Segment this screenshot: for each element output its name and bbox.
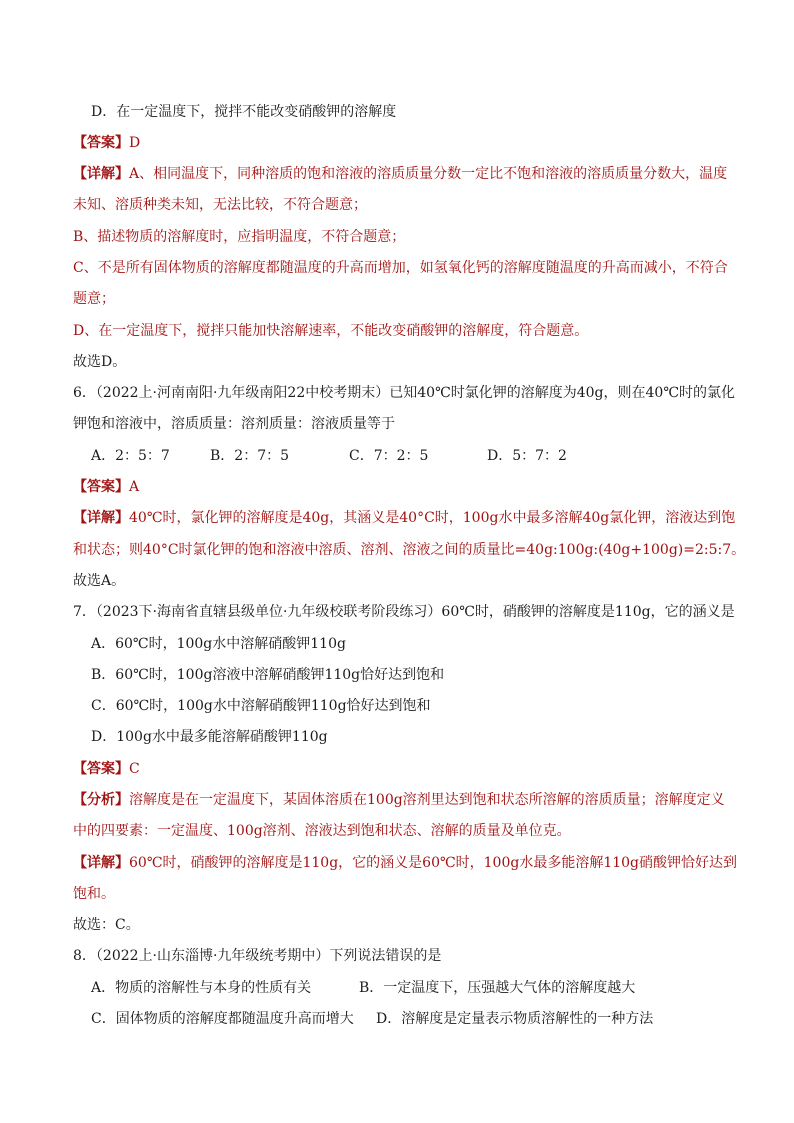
q8-option-b: B．一定温度下，压强越大气体的溶解度越大	[359, 980, 636, 996]
q8-option-a: A．物质的溶解性与本身的性质有关	[91, 980, 312, 996]
q6-option-d: D．5：7：2	[487, 448, 567, 464]
answer-label: 【答案】	[73, 479, 129, 495]
q7-detail-line: 饱和。	[73, 886, 115, 902]
q7-stem: 7．（2023下·海南省直辖县级单位·九年级校联考阶段练习）60℃时，硝酸钾的溶解度是110g，它的涵义是	[73, 604, 735, 620]
q7-option-a: A．60℃时，100g水中溶解硝酸钾110g	[91, 636, 346, 652]
q5-detail-line: C、不是所有固体物质的溶解度都随温度的升高而增加，如氢氧化钙的溶解度随温度的升高而减小，不符合	[73, 260, 728, 276]
q7-option-c: C．60℃时，100g水中溶解硝酸钾110g恰好达到饱和	[91, 698, 431, 714]
q7-conclusion: 故选：C。	[73, 917, 140, 933]
answer-value: C	[129, 761, 140, 777]
answer-value: A	[129, 479, 140, 495]
detail-label: 【详解】	[73, 855, 129, 871]
q6-conclusion: 故选A。	[73, 573, 126, 589]
q5-detail-line: B、描述物质的溶解度时，应指明温度，不符合题意；	[73, 229, 406, 245]
q5-answer	[73, 133, 140, 153]
q7-detail-line: 【详解】60℃时，硝酸钾的溶解度是110g，它的涵义是60℃时，100g水最多能溶解110g硝酸钾恰好达到	[73, 855, 738, 871]
q5-detail-line: 题意；	[73, 291, 115, 307]
q6-option-b: B．2：7：5	[210, 448, 290, 464]
detail-label: 【详解】	[73, 166, 129, 182]
q6-detail-line: 和状态；则40°C时氯化钾的饱和溶液中溶质、溶剂、溶液之间的质量比=40g:100g:(40g+100g)=2:5:7。	[73, 542, 746, 558]
q7-answer	[73, 759, 140, 779]
q6-option-a: A．2：5：7	[91, 448, 170, 464]
q6-option-c: C．7：2：5	[349, 448, 429, 464]
q8-option-c: C．固体物质的溶解度都随温度升高而增大	[91, 1011, 354, 1027]
q5-option-d: D．在一定温度下，搅拌不能改变硝酸钾的溶解度	[91, 104, 397, 120]
q8-stem: 8．（2022上·山东淄博·九年级统考期中）下列说法错误的是	[73, 948, 442, 964]
detail-label: 【详解】	[73, 510, 129, 526]
q7-option-b: B．60℃时，100g溶液中溶解硝酸钾110g恰好达到饱和	[91, 667, 445, 683]
q6-stem: 6．（2022上·河南南阳·九年级南阳22中校考期末）已知40℃时氯化钾的溶解度为40g，则在40℃时的氯化	[73, 385, 735, 401]
answer-value: D	[129, 135, 141, 151]
q5-detail-line: D、在一定温度下，搅拌只能加快溶解速率，不能改变硝酸钾的溶解度，符合题意。	[73, 323, 589, 339]
q5-conclusion: 故选D。	[73, 354, 127, 370]
analysis-label: 【分析】	[73, 792, 129, 808]
q5-detail-line: 未知、溶质种类未知，无法比较，不符合题意；	[73, 197, 367, 213]
q6-answer	[73, 477, 139, 497]
q8-option-d: D．溶解度是定量表示物质溶解性的一种方法	[376, 1011, 654, 1027]
q7-analysis-line: 中的四要素：一定温度、100g溶剂、溶液达到饱和状态、溶解的质量及单位克。	[73, 823, 571, 839]
q6-detail-line: 【详解】40℃时，氯化钾的溶解度是40g，其涵义是40°C时，100g水中最多溶解40g氯化钾，溶液达到饱	[73, 510, 736, 526]
answer-label: 【答案】	[73, 761, 129, 777]
q7-option-d: D．100g水中最多能溶解硝酸钾110g	[91, 729, 328, 745]
answer-label: 【答案】	[73, 135, 129, 151]
q5-detail-line: 【详解】A、相同温度下，同种溶质的饱和溶液的溶质质量分数一定比不饱和溶液的溶质质量分数大，温度	[73, 166, 728, 182]
q6-stem: 钾饱和溶液中，溶质质量：溶剂质量：溶液质量等于	[73, 416, 395, 432]
q7-analysis-line: 【分析】溶解度是在一定温度下，某固体溶质在100g溶剂里达到饱和状态所溶解的溶质质量；溶解度定义	[73, 792, 725, 808]
